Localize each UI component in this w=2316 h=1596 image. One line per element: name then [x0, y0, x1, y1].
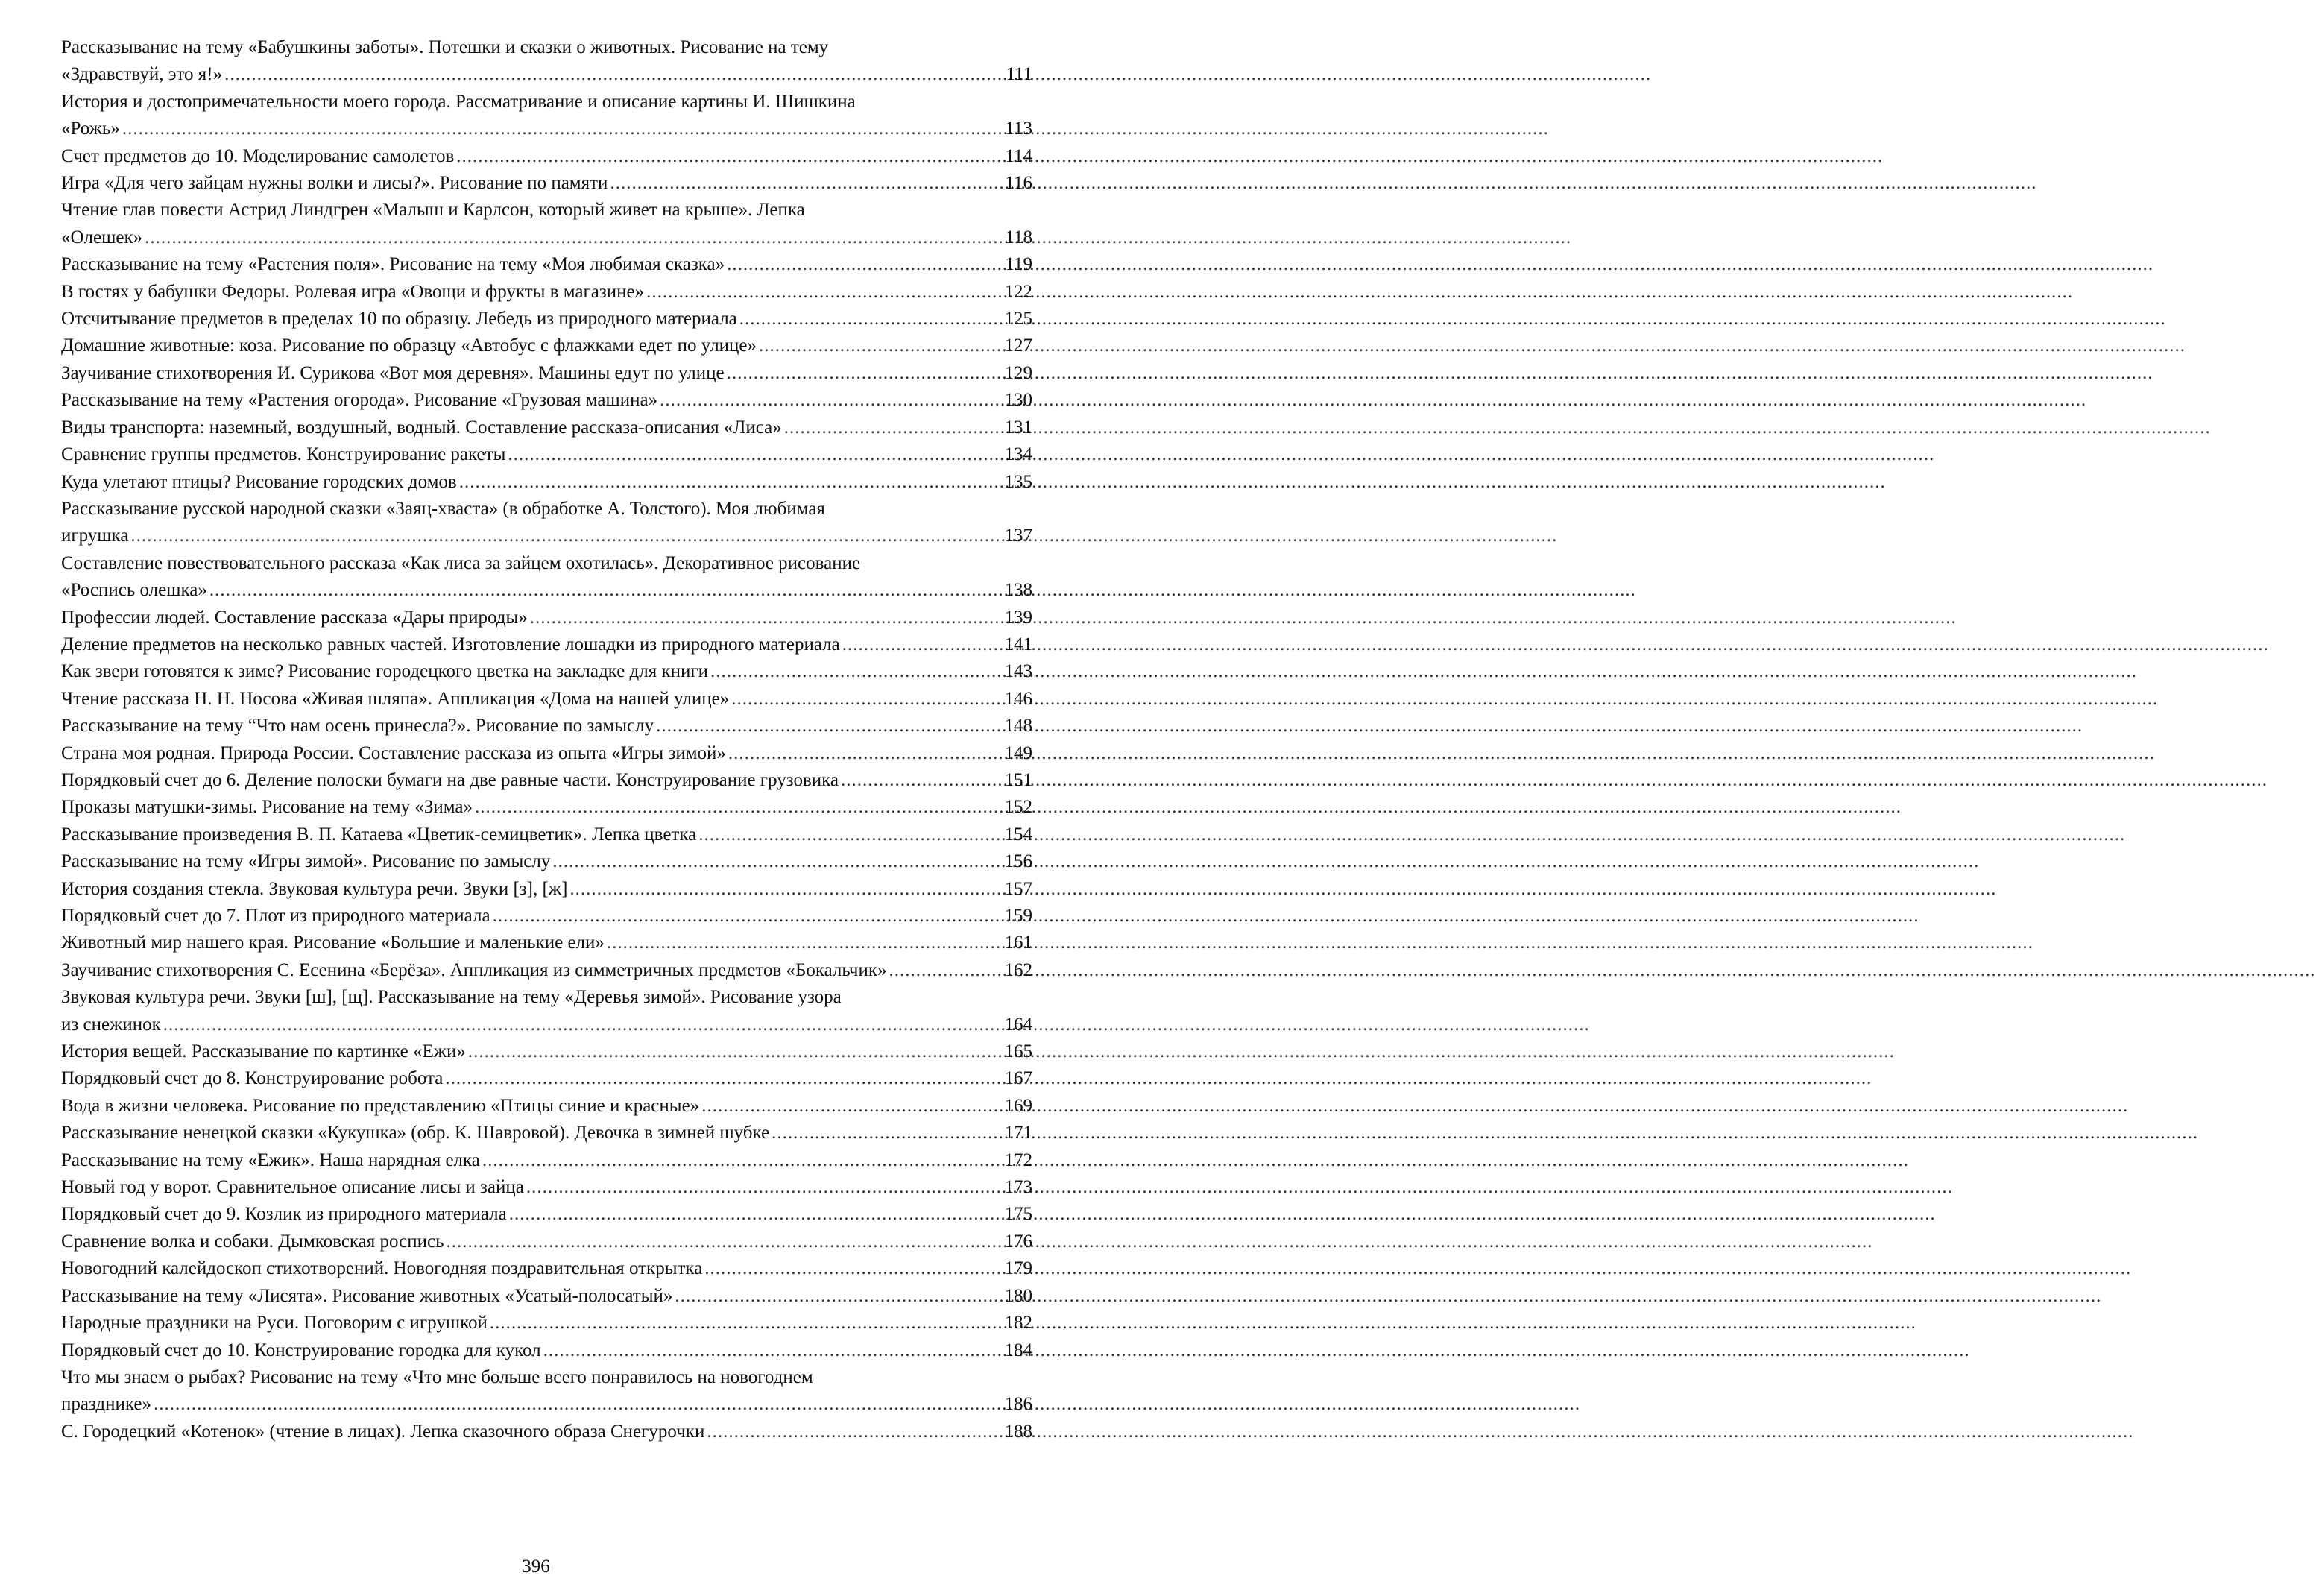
toc-entry-line: [61, 1391, 1032, 1418]
toc-entry-title: празднике»: [61, 1394, 151, 1415]
toc-entry-title: Рассказывание на тему «Растения поля». Рисование на тему «Моя любимая сказка»: [61, 254, 725, 275]
toc-entry-line: [61, 1283, 1032, 1310]
toc-entry: [61, 1174, 1032, 1201]
toc-entry-title: Заучивание стихотворения С. Есенина «Берёза». Аппликация из симметричных предметов «Бокальчик»: [61, 959, 887, 980]
toc-entry-line: [61, 306, 1032, 332]
dot-leader: [224, 61, 1003, 88]
toc-entry-line: [61, 1255, 1032, 1282]
toc-entry-title-line: Что мы знаем о рыбах? Рисование на тему «Что мне больше всего понравилось на новогоднем: [61, 1366, 813, 1387]
dot-leader: [493, 903, 1003, 930]
toc-entry-line: [61, 658, 1032, 685]
toc-entry: [61, 658, 1032, 685]
toc-entry-title: «Рожь»: [61, 119, 120, 139]
dot-leader: [710, 658, 1002, 685]
toc-entry-page: 151: [1004, 769, 1032, 790]
toc-entry-line: [61, 1120, 1032, 1146]
toc-entry-title: из снежинок: [61, 1014, 161, 1035]
toc-entry-line: [61, 1228, 1032, 1255]
toc-entry-title: История вещей. Рассказывание по картинке «Ежи»: [61, 1041, 466, 1062]
dot-leader: [727, 251, 1003, 278]
toc-entry-line: [61, 903, 1032, 930]
toc-entry-page: 180: [1004, 1285, 1032, 1306]
toc-entry: [61, 279, 1032, 306]
toc-entry-title: Новый год у ворот. Сравнительное описание лисы и зайца: [61, 1177, 524, 1198]
toc-entry: [61, 441, 1032, 468]
toc-entry-page: 148: [1004, 716, 1032, 737]
toc-entry-page: 129: [1004, 362, 1032, 383]
toc-entry-page: 184: [1004, 1340, 1032, 1360]
dot-leader: [607, 930, 1003, 956]
toc-entry-line: [61, 1065, 1032, 1092]
toc-entry-page: 149: [1004, 742, 1032, 763]
toc-entry-line: [61, 469, 1032, 496]
dot-leader: [154, 1391, 1003, 1418]
toc-entry-title: Виды транспорта: наземный, воздушный, водный. Составление рассказа-описания «Лиса»: [61, 417, 782, 438]
toc-entry: [61, 903, 1032, 930]
dot-leader: [163, 1012, 1003, 1038]
toc-entry-page: 171: [1004, 1123, 1032, 1144]
toc-entry-page: 125: [1004, 309, 1032, 329]
toc-entry-title: Рассказывание на тему «Растения огорода». Рисование «Грузовая машина»: [61, 390, 658, 411]
toc-entry-title: Порядковый счет до 6. Деление полоски бумаги на две равные части. Конструирование грузовика: [61, 769, 839, 790]
toc-entry-title-line: Чтение глав повести Астрид Линдгрен «Малыш и Карлсон, который живет на крыше». Лепка: [61, 200, 805, 221]
toc-entry-line: [61, 577, 1032, 604]
toc-entry-line: [61, 1012, 1032, 1038]
toc-entry: [61, 631, 1032, 658]
toc-entry-page: 114: [1005, 145, 1032, 166]
dot-leader: [842, 631, 1003, 658]
dot-leader: [508, 441, 1002, 468]
dot-leader: [656, 713, 1002, 739]
toc-entry-page: 116: [1005, 173, 1032, 194]
toc-entry-title: Домашние животные: коза. Рисование по образцу «Автобус с флажками едет по улице»: [61, 335, 757, 356]
toc-entry-line: [61, 821, 1032, 848]
toc-entry-page: 127: [1004, 335, 1032, 356]
toc-entry: [61, 821, 1032, 848]
toc-entry-line: [61, 740, 1032, 767]
toc-entry-line: [61, 224, 1032, 251]
toc-entry-title: Отсчитывание предметов в пределах 10 по образцу. Лебедь из природного материала: [61, 309, 737, 329]
toc-entry-line: [61, 686, 1032, 713]
toc-entry: [61, 1419, 1032, 1445]
toc-entry: [61, 469, 1032, 496]
toc-entry-page: 119: [1005, 254, 1032, 275]
toc-entry-page: 179: [1004, 1258, 1032, 1279]
toc-entry: [61, 143, 1032, 170]
dot-leader: [459, 469, 1003, 496]
toc-entry-line: [61, 414, 1032, 441]
dot-leader: [772, 1120, 1002, 1146]
toc-entry-line: [61, 876, 1032, 903]
toc-entry: [61, 930, 1032, 956]
toc-entry-page: 176: [1004, 1231, 1032, 1252]
toc-entry: [61, 360, 1032, 387]
toc-entry-page: 167: [1004, 1068, 1032, 1089]
dot-leader: [209, 577, 1003, 604]
dot-leader: [727, 360, 1003, 387]
toc-entry-title: Чтение рассказа Н. Н. Носова «Живая шляпа». Аппликация «Дома на нашей улице»: [61, 688, 730, 709]
toc-entry-page: 152: [1004, 797, 1032, 818]
toc-entry-page: 169: [1004, 1095, 1032, 1116]
toc-entry-page: 156: [1004, 851, 1032, 872]
toc-entry-line: [61, 143, 1032, 170]
toc-entry: [61, 984, 1032, 1038]
toc-entry: [61, 34, 1032, 89]
toc-entry: [61, 1065, 1032, 1092]
toc-entry-page: 164: [1004, 1014, 1032, 1035]
toc-entry-page: 131: [1004, 417, 1032, 438]
toc-entry-page: 139: [1004, 607, 1032, 628]
toc-entry-title: Порядковый счет до 7. Плот из природного материала: [61, 906, 490, 926]
toc-entry-page: 113: [1005, 119, 1032, 139]
toc-entry-page: 118: [1005, 227, 1032, 247]
toc-entry-line: [61, 360, 1032, 387]
toc-entry-line: [61, 251, 1032, 278]
toc-entry-line: [61, 1093, 1032, 1120]
dot-leader: [646, 279, 1002, 306]
toc-entry-page: 141: [1004, 634, 1032, 655]
toc-entry-line: [61, 116, 1032, 142]
dot-leader: [445, 1065, 1002, 1092]
toc-entry-line: [61, 1337, 1032, 1364]
toc-entry-line: [61, 332, 1032, 359]
dot-leader: [739, 306, 1003, 332]
toc-entry-title: Профессии людей. Составление рассказа «Дары природы»: [61, 607, 528, 628]
toc-entry: [61, 605, 1032, 631]
toc-entry-page: 159: [1004, 906, 1032, 926]
dot-leader: [701, 1093, 1002, 1120]
toc-entry-line: [61, 930, 1032, 956]
toc-entry: [61, 767, 1032, 794]
toc-entry-line: [61, 170, 1032, 197]
toc-entry: [61, 387, 1032, 414]
toc-entry-line: [61, 1310, 1032, 1337]
toc-entry-line: [61, 523, 1032, 549]
toc-entry: [61, 794, 1032, 821]
dot-leader: [889, 957, 1003, 984]
toc-entry-title: Рассказывание произведения В. П. Катаева «Цветик-семицветик». Лепка цветка: [61, 824, 697, 845]
dot-leader: [552, 848, 1002, 875]
toc-entry-line: [61, 1174, 1032, 1201]
toc-entry-title: Народные праздники на Руси. Поговорим с игрушкой: [61, 1313, 488, 1334]
dot-leader: [526, 1174, 1003, 1201]
toc-entry-title: Рассказывание на тему “Что нам осень принесла?». Рисование по замыслу: [61, 716, 654, 737]
dot-leader: [698, 821, 1002, 848]
dot-leader: [509, 1201, 1003, 1228]
toc-entry: [61, 89, 1032, 143]
toc-entry-line: [61, 1419, 1032, 1445]
dot-leader: [122, 116, 1003, 142]
toc-entry-title: Сравнение группы предметов. Конструирование ракеты: [61, 444, 506, 465]
toc-entry-title-line: Рассказывание на тему «Бабушкины заботы». Потешки и сказки о животных. Рисование на тему: [61, 37, 829, 57]
toc-entry-line: [61, 387, 1032, 414]
toc-entry: [61, 876, 1032, 903]
toc-entry-title: Проказы матушки-зимы. Рисование на тему «Зима»: [61, 797, 473, 818]
toc-entry-title-line: Составление повествовательного рассказа «Как лиса за зайцем охотилась». Декоративное рисование: [61, 552, 861, 573]
toc-entry-title: Деление предметов на несколько равных частей. Изготовление лошадки из природного материала: [61, 634, 840, 655]
toc-entry-title: Новогодний калейдоскоп стихотворений. Новогодняя поздравительная открытка: [61, 1258, 703, 1279]
toc-entry-page: 162: [1004, 959, 1032, 980]
toc-entry-page: 154: [1004, 824, 1032, 845]
toc-entry-line: [61, 1147, 1032, 1174]
toc-entry: [61, 713, 1032, 739]
dot-leader: [145, 224, 1003, 251]
toc-entry-line: [61, 1038, 1032, 1065]
dot-leader: [728, 740, 1003, 767]
toc-entry: [61, 1364, 1032, 1419]
toc-entry: [61, 686, 1032, 713]
toc-entry-title: Рассказывание на тему «Игры зимой». Рисование по замыслу: [61, 851, 551, 872]
toc-entry-title: История создания стекла. Звуковая культура речи. Звуки [з], [ж]: [61, 878, 568, 899]
toc-entry-line: [61, 631, 1032, 658]
dot-leader: [704, 1255, 1002, 1282]
dot-leader: [530, 605, 1003, 631]
toc-entry: [61, 306, 1032, 332]
toc-entry-page: 138: [1004, 580, 1032, 601]
toc-entry-title: Куда улетают птицы? Рисование городских домов: [61, 471, 457, 492]
toc-entry: [61, 1283, 1032, 1310]
toc-entry: [61, 550, 1032, 605]
toc-entry-title: В гостях у бабушки Федоры. Ролевая игра «Овощи и фрукты в магазине»: [61, 281, 645, 302]
toc-entry-page: 157: [1004, 878, 1032, 899]
toc-entry-title: Сравнение волка и собаки. Дымковская роспись: [61, 1231, 444, 1252]
toc-entry: [61, 197, 1032, 251]
toc-entry-title: Вода в жизни человека. Рисование по представлению «Птицы синие и красные»: [61, 1095, 700, 1116]
toc-entry-title: Животный мир нашего края. Рисование «Большие и маленькие ели»: [61, 933, 605, 953]
toc-entry-title: «Здравствуй, это я!»: [61, 64, 223, 85]
dot-leader: [468, 1038, 1003, 1065]
toc-entry-page: 135: [1004, 471, 1032, 492]
toc-entry-title: Порядковый счет до 10. Конструирование городка для кукол: [61, 1340, 541, 1360]
dot-leader: [447, 1228, 1003, 1255]
dot-leader: [569, 876, 1002, 903]
toc-entry-line: [61, 605, 1032, 631]
toc-entry-page: 172: [1004, 1149, 1032, 1170]
toc-entry-page: 130: [1004, 390, 1032, 411]
toc-entry-title: Заучивание стихотворения И. Сурикова «Вот моя деревня». Машины едут по улице: [61, 362, 725, 383]
toc-entry-title: Порядковый счет до 9. Козлик из природного материала: [61, 1204, 507, 1225]
dot-leader: [759, 332, 1002, 359]
page-number: 396: [522, 1556, 550, 1577]
dot-leader: [610, 170, 1003, 197]
toc-entry-line: [61, 1201, 1032, 1228]
dot-leader: [841, 767, 1002, 794]
dot-leader: [543, 1337, 1003, 1364]
toc-entry-page: 182: [1004, 1313, 1032, 1334]
toc-entry-title: С. Городецкий «Котенок» (чтение в лицах). Лепка сказочного образа Снегурочки: [61, 1421, 705, 1442]
toc-entry-page: 188: [1004, 1421, 1032, 1442]
toc-entry: [61, 1255, 1032, 1282]
toc-entry-title-line: Рассказывание русской народной сказки «Заяц-хваста» (в обработке А. Толстого). Моя любимая: [61, 498, 825, 519]
toc-entry-page: 111: [1006, 64, 1032, 85]
dot-leader: [456, 143, 1003, 170]
toc-entry-page: 175: [1004, 1204, 1032, 1225]
toc-entry-title-line: Звуковая культура речи. Звуки [ш], [щ]. Рассказывание на тему «Деревья зимой». Рисование узора: [61, 987, 842, 1008]
toc-entry: [61, 1228, 1032, 1255]
dot-leader: [784, 414, 1003, 441]
dot-leader: [475, 794, 1002, 821]
toc-entry-line: [61, 957, 1032, 984]
toc-entry-title: Страна моя родная. Природа России. Составление рассказа из опыта «Игры зимой»: [61, 742, 726, 763]
toc-entry-line: [61, 441, 1032, 468]
toc-entry-page: 146: [1004, 688, 1032, 709]
toc-entry: [61, 1201, 1032, 1228]
dot-leader: [490, 1310, 1003, 1337]
toc-entry-page: 122: [1004, 281, 1032, 302]
toc-entry: [61, 1120, 1032, 1146]
toc-entry-line: [61, 767, 1032, 794]
toc-entry: [61, 1093, 1032, 1120]
toc-entry: [61, 332, 1032, 359]
toc-entry-title: Как звери готовятся к зиме? Рисование городецкого цветка на закладке для книги: [61, 661, 709, 682]
toc-entry: [61, 740, 1032, 767]
toc-entry-title: «Роспись олешка»: [61, 580, 207, 601]
toc-entry-line: [61, 794, 1032, 821]
toc-entry-line: [61, 61, 1032, 88]
toc-entry: [61, 1038, 1032, 1065]
toc-entry-page: 161: [1004, 933, 1032, 953]
toc-entry-title: игрушка: [61, 526, 129, 546]
toc-entry-page: 186: [1004, 1394, 1032, 1415]
toc-entry: [61, 957, 1032, 984]
toc-entry-line: [61, 848, 1032, 875]
toc-entry-page: 165: [1004, 1041, 1032, 1062]
toc-entry: [61, 496, 1032, 550]
toc-entry-page: 137: [1004, 526, 1032, 546]
toc-entry-line: [61, 713, 1032, 739]
toc-entry-title: Игра «Для чего зайцам нужны волки и лисы?». Рисование по памяти: [61, 173, 608, 194]
toc-entry-page: 134: [1004, 444, 1032, 465]
toc-entry: [61, 251, 1032, 278]
dot-leader: [675, 1283, 1002, 1310]
toc-entry: [61, 170, 1032, 197]
toc-entry-title: «Олешек»: [61, 227, 143, 247]
dot-leader: [707, 1419, 1002, 1445]
toc-entry-title: Порядковый счет до 8. Конструирование робота: [61, 1068, 444, 1089]
toc-entry-title: Счет предметов до 10. Моделирование самолетов: [61, 145, 455, 166]
table-of-contents: [61, 34, 1032, 1445]
toc-entry: [61, 414, 1032, 441]
toc-entry-title: Рассказывание на тему «Ежик». Наша нарядная елка: [61, 1149, 480, 1170]
dot-leader: [660, 387, 1002, 414]
dot-leader: [482, 1147, 1003, 1174]
toc-entry: [61, 1147, 1032, 1174]
toc-entry: [61, 1310, 1032, 1337]
toc-entry-title: Рассказывание ненецкой сказки «Кукушка» (обр. К. Шавровой). Девочка в зимней шубке: [61, 1123, 770, 1144]
toc-entry: [61, 1337, 1032, 1364]
toc-entry-title-line: История и достопримечательности моего города. Рассматривание и описание картины И. Шишкина: [61, 91, 856, 112]
dot-leader: [731, 686, 1002, 713]
toc-entry: [61, 848, 1032, 875]
toc-entry-page: 143: [1004, 661, 1032, 682]
toc-entry-line: [61, 279, 1032, 306]
dot-leader: [130, 523, 1002, 549]
toc-entry-title: Рассказывание на тему «Лисята». Рисование животных «Усатый-полосатый»: [61, 1285, 673, 1306]
toc-entry-page: 173: [1004, 1177, 1032, 1198]
